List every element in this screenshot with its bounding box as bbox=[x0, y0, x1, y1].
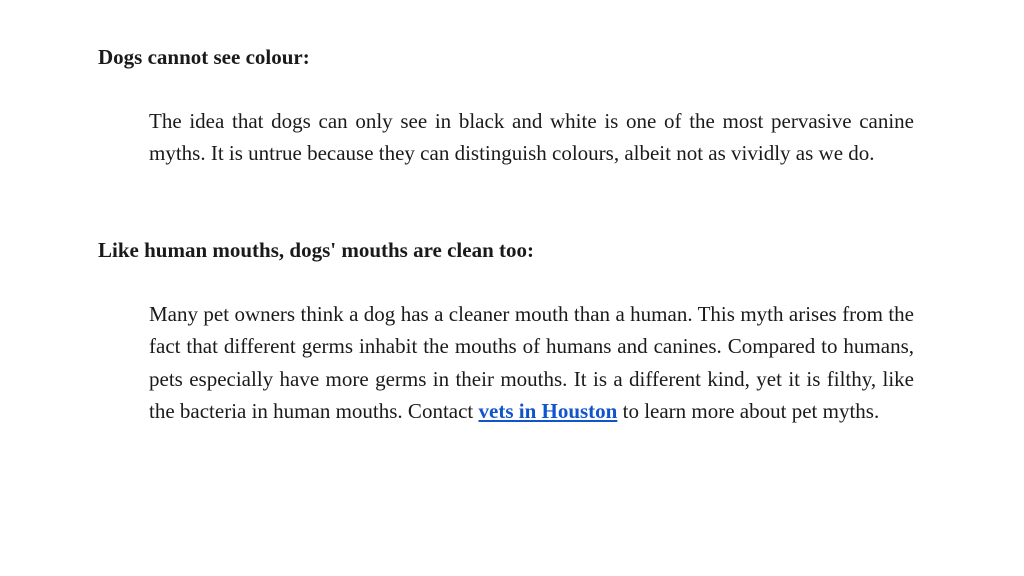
section-heading-colour: Dogs cannot see colour: bbox=[98, 45, 310, 69]
paragraph-text-after-link: to learn more about pet myths. bbox=[617, 398, 880, 423]
section-paragraph-mouths bbox=[149, 298, 914, 427]
section-paragraph-colour: The idea that dogs can only see in black and white is one of the most pervasive canine myths. It is untrue because they can distinguish colours, albeit not as vividly as we do. bbox=[149, 109, 914, 166]
section-heading-mouths: Like human mouths, dogs' mouths are clean too: bbox=[98, 238, 534, 262]
vets-in-houston-link[interactable]: vets in Houston bbox=[478, 398, 618, 423]
paragraph-text-before-link: Many pet owners think a dog has a cleaner mouth than a human. This myth arises from the fact that different germs inhabit the mouths of humans and canines. Compared to humans, pets especially have more germs in their mouths. It is a different kind, yet it is filthy, like the bacteria in human mouths. Contact bbox=[149, 302, 914, 423]
